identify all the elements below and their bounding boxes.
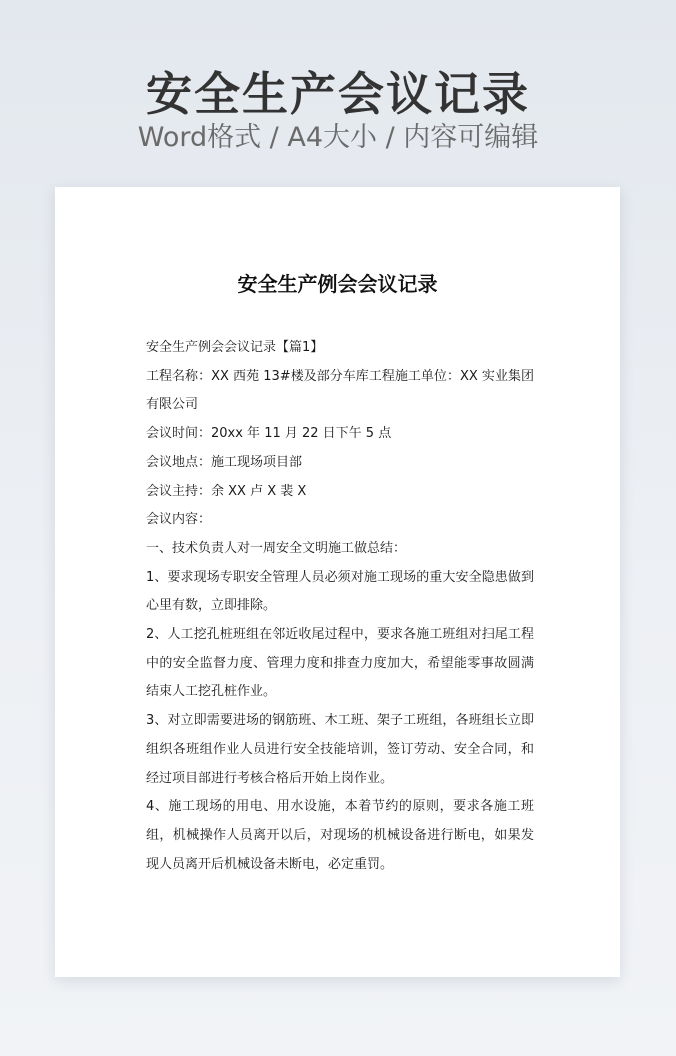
project-name-line: 工程名称：XX 西苑 13#楼及部分车库工程施工单位：XX 实业集团有限公司 xyxy=(146,368,534,413)
meeting-host-line: 会议主持：余 XX 卢 X 裴 X xyxy=(146,483,307,499)
content-paragraph: 4、施工现场的用电、用水设施，本着节约的原则，要求各施工班组，机械操作人员离开以后，对现场的机械设备进行断电，如果发现人员离开后机械设备未断电，必定重罚。 xyxy=(146,799,534,872)
meeting-content-label: 会议内容： xyxy=(146,512,212,528)
meeting-time-line: 会议时间：20xx 年 11 月 22 日下午 5 点 xyxy=(146,426,392,442)
document-body xyxy=(146,334,534,879)
document-title: 安全生产例会会议记录 xyxy=(237,272,438,296)
meeting-location-line: 会议地点：施工现场项目部 xyxy=(146,454,303,470)
content-paragraph: 1、要求现场专职安全管理人员必须对施工现场的重大安全隐患做到心里有数，立即排除。 xyxy=(146,569,534,614)
banner-title: 安全生产会议记录 xyxy=(146,67,530,121)
banner-subtitle: Word格式 / A4大小 / 内容可编辑 xyxy=(137,122,539,153)
content-paragraph: 3、对立即需要进场的钢筋班、木工班、架子工班组，各班组长立即组织各班组作业人员进行安全技能培训，签订劳动、安全合同，和经过项目部进行考核合格后开始上岗作业。 xyxy=(146,713,534,786)
summary-heading: 一、技术负责人对一周安全文明施工做总结： xyxy=(146,540,407,556)
section-heading: 安全生产例会会议记录【篇1】 xyxy=(146,340,324,355)
content-paragraph: 2、人工挖孔桩班组在邻近收尾过程中，要求各施工班组对扫尾工程中的安全监督力度、管理力度和排查力度加大，希望能零事故圆满结束人工挖孔桩作业。 xyxy=(146,627,534,700)
